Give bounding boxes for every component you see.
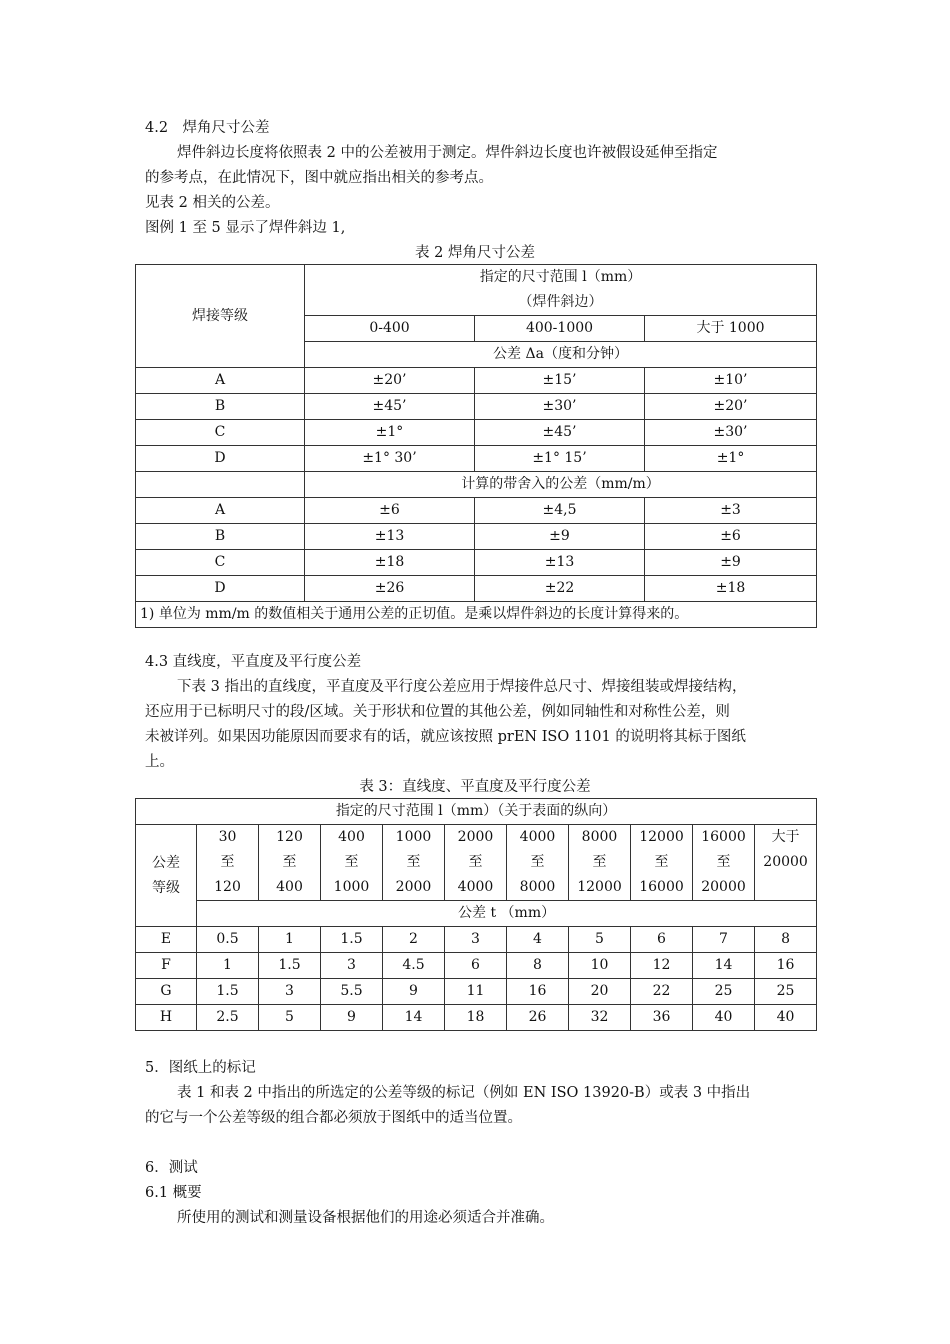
section-4-3-para-line-4: 上。 bbox=[145, 754, 174, 770]
value-cell: 8 bbox=[755, 927, 817, 953]
table-3 bbox=[135, 798, 817, 1031]
section-4-2-line-4: 图例 1 至 5 显示了焊件斜边 1, bbox=[145, 220, 346, 236]
value-cell: ±4,5 bbox=[475, 498, 645, 524]
section-6-heading: 6．测试 bbox=[145, 1160, 198, 1176]
value-cell: 9 bbox=[321, 1005, 383, 1031]
range-cell: 8000 至 12000 bbox=[569, 825, 631, 901]
value-cell: ±45’ bbox=[475, 420, 645, 446]
range-cell: 12000 至 16000 bbox=[631, 825, 693, 901]
value-cell: ±15’ bbox=[475, 368, 645, 394]
section-5-heading: 5．图纸上的标记 bbox=[145, 1060, 256, 1076]
grade-cell: A bbox=[136, 498, 305, 524]
empty-cell bbox=[136, 472, 305, 498]
value-cell: ±1° 30’ bbox=[305, 446, 475, 472]
grade-cell: G bbox=[136, 979, 197, 1005]
section-4-3-para-line-2: 还应用于已标明尺寸的段/区域。关于形状和位置的其他公差，例如同轴性和对称性公差，则 bbox=[145, 704, 730, 720]
table-row bbox=[136, 1005, 817, 1031]
value-cell: ±22 bbox=[475, 576, 645, 602]
value-cell: ±1° bbox=[645, 446, 817, 472]
grade-cell: H bbox=[136, 1005, 197, 1031]
table-2-range-0: 0-400 bbox=[305, 316, 475, 342]
range-cell: 400 至 1000 bbox=[321, 825, 383, 901]
value-cell: 3 bbox=[321, 953, 383, 979]
value-cell: 40 bbox=[755, 1005, 817, 1031]
value-cell: 20 bbox=[569, 979, 631, 1005]
value-cell: ±18 bbox=[645, 576, 817, 602]
section-5-para-line-1: 表 1 和表 2 中指出的所选定的公差等级的标记（例如 EN ISO 13920-B）或表 3 中指出 bbox=[177, 1085, 751, 1101]
table-2-calc-header: 计算的带舍入的公差（mm/m） bbox=[305, 472, 817, 498]
section-4-3-para-line-3: 未被详列。如果因功能原因而要求有的话，就应该按照 prEN ISO 1101 的说明将其标于图纸 bbox=[145, 729, 746, 745]
value-cell: 7 bbox=[693, 927, 755, 953]
table-row bbox=[136, 576, 817, 602]
value-cell: ±13 bbox=[475, 550, 645, 576]
value-cell: 1 bbox=[197, 953, 259, 979]
value-cell: 8 bbox=[507, 953, 569, 979]
table-row bbox=[136, 498, 817, 524]
value-cell: 10 bbox=[569, 953, 631, 979]
value-cell: 1 bbox=[259, 927, 321, 953]
table-2-range-2: 大于 1000 bbox=[645, 316, 817, 342]
section-4-2-para-line-2: 的参考点，在此情况下，图中就应指出相关的参考点。 bbox=[145, 170, 493, 186]
value-cell: ±13 bbox=[305, 524, 475, 550]
value-cell: ±20’ bbox=[305, 368, 475, 394]
range-cell: 16000 至 20000 bbox=[693, 825, 755, 901]
value-cell: 25 bbox=[693, 979, 755, 1005]
value-cell: 5 bbox=[569, 927, 631, 953]
value-cell: 26 bbox=[507, 1005, 569, 1031]
table-2-footnote: 1) 单位为 mm/m 的数值相关于通用公差的正切值。是乘以焊件斜边的长度计算得来的。 bbox=[136, 602, 817, 628]
value-cell: ±6 bbox=[305, 498, 475, 524]
value-cell: 18 bbox=[445, 1005, 507, 1031]
value-cell: ±30’ bbox=[645, 420, 817, 446]
section-4-2-line-3: 见表 2 相关的公差。 bbox=[145, 195, 280, 211]
grade-cell: D bbox=[136, 446, 305, 472]
table-2-range-header-2: （焊件斜边） bbox=[305, 290, 817, 316]
section-4-3-heading: 4.3 直线度，平直度及平行度公差 bbox=[145, 654, 362, 670]
value-cell: 2.5 bbox=[197, 1005, 259, 1031]
table-row bbox=[136, 446, 817, 472]
table-3-caption: 表 3：直线度、平直度及平行度公差 bbox=[359, 779, 591, 795]
table-2-range-header-1: 指定的尺寸范围 l（mm） bbox=[305, 265, 817, 291]
value-cell: 25 bbox=[755, 979, 817, 1005]
value-cell: 22 bbox=[631, 979, 693, 1005]
value-cell: 4 bbox=[507, 927, 569, 953]
value-cell: 6 bbox=[631, 927, 693, 953]
value-cell: ±9 bbox=[645, 550, 817, 576]
range-cell: 1000 至 2000 bbox=[383, 825, 445, 901]
table-row bbox=[136, 979, 817, 1005]
section-6-1-heading: 6.1 概要 bbox=[145, 1185, 202, 1201]
grade-cell: C bbox=[136, 420, 305, 446]
value-cell: ±30’ bbox=[475, 394, 645, 420]
table-row bbox=[136, 953, 817, 979]
grade-cell: F bbox=[136, 953, 197, 979]
value-cell: 16 bbox=[755, 953, 817, 979]
value-cell: 14 bbox=[693, 953, 755, 979]
value-cell: ±18 bbox=[305, 550, 475, 576]
table-row bbox=[136, 368, 817, 394]
value-cell: 32 bbox=[569, 1005, 631, 1031]
value-cell: 14 bbox=[383, 1005, 445, 1031]
table-3-grade-header bbox=[136, 825, 197, 927]
grade-header-line-1: 公差 bbox=[152, 854, 180, 871]
value-cell: 16 bbox=[507, 979, 569, 1005]
range-cell: 大于 20000 bbox=[755, 825, 817, 901]
value-cell: 5.5 bbox=[321, 979, 383, 1005]
value-cell: 11 bbox=[445, 979, 507, 1005]
value-cell: 1.5 bbox=[259, 953, 321, 979]
table-2-angle-header: 公差 Δa（度和分钟） bbox=[305, 342, 817, 368]
value-cell: ±20’ bbox=[645, 394, 817, 420]
grade-cell: E bbox=[136, 927, 197, 953]
value-cell: 2 bbox=[383, 927, 445, 953]
grade-cell: C bbox=[136, 550, 305, 576]
section-4-3-para-line-1: 下表 3 指出的直线度，平直度及平行度公差应用于焊接件总尺寸、焊接组装或焊接结构， bbox=[177, 679, 747, 695]
value-cell: 4.5 bbox=[383, 953, 445, 979]
table-3-tol-header: 公差 t （mm） bbox=[197, 901, 817, 927]
range-cell: 2000 至 4000 bbox=[445, 825, 507, 901]
value-cell: 40 bbox=[693, 1005, 755, 1031]
grade-cell: B bbox=[136, 524, 305, 550]
value-cell: 1.5 bbox=[321, 927, 383, 953]
table-row bbox=[136, 524, 817, 550]
value-cell: ±6 bbox=[645, 524, 817, 550]
section-4-2-heading: 4.2 焊角尺寸公差 bbox=[145, 120, 270, 136]
range-cell: 30 至 120 bbox=[197, 825, 259, 901]
value-cell: ±1° 15’ bbox=[475, 446, 645, 472]
range-cell: 4000 至 8000 bbox=[507, 825, 569, 901]
section-5-para-line-2: 的它与一个公差等级的组合都必须放于图纸中的适当位置。 bbox=[145, 1110, 522, 1126]
value-cell: 3 bbox=[445, 927, 507, 953]
range-cell: 120 至 400 bbox=[259, 825, 321, 901]
value-cell: 0.5 bbox=[197, 927, 259, 953]
table-row bbox=[136, 394, 817, 420]
value-cell: ±3 bbox=[645, 498, 817, 524]
value-cell: 6 bbox=[445, 953, 507, 979]
table-row bbox=[136, 550, 817, 576]
grade-cell: D bbox=[136, 576, 305, 602]
value-cell: ±26 bbox=[305, 576, 475, 602]
table-row bbox=[136, 927, 817, 953]
value-cell: 12 bbox=[631, 953, 693, 979]
value-cell: ±10’ bbox=[645, 368, 817, 394]
grade-header-line-2: 等级 bbox=[152, 879, 180, 896]
table-2-grade-header: 焊接等级 bbox=[136, 265, 305, 368]
value-cell: ±1° bbox=[305, 420, 475, 446]
table-2-caption: 表 2 焊角尺寸公差 bbox=[415, 245, 535, 261]
value-cell: ±9 bbox=[475, 524, 645, 550]
section-4-2-para-line-1: 焊件斜边长度将依照表 2 中的公差被用于测定。焊件斜边长度也许被假设延伸至指定 bbox=[177, 145, 718, 161]
value-cell: 1.5 bbox=[197, 979, 259, 1005]
section-6-1-para-line-1: 所使用的测试和测量设备根据他们的用途必须适合并准确。 bbox=[177, 1210, 554, 1226]
grade-cell: A bbox=[136, 368, 305, 394]
table-2 bbox=[135, 264, 817, 628]
value-cell: ±45’ bbox=[305, 394, 475, 420]
value-cell: 3 bbox=[259, 979, 321, 1005]
table-3-range-header: 指定的尺寸范围 l（mm）（关于表面的纵向） bbox=[136, 799, 817, 825]
table-row bbox=[136, 420, 817, 446]
value-cell: 9 bbox=[383, 979, 445, 1005]
table-2-range-1: 400-1000 bbox=[475, 316, 645, 342]
grade-cell: B bbox=[136, 394, 305, 420]
value-cell: 36 bbox=[631, 1005, 693, 1031]
value-cell: 5 bbox=[259, 1005, 321, 1031]
